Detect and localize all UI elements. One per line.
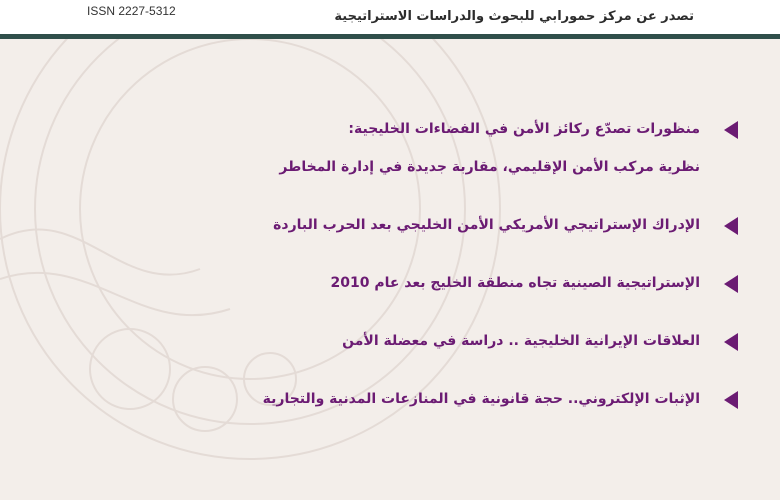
list-item xyxy=(18,206,738,244)
publisher-line: تصدر عن مركز حمورابي للبحوث والدراسات الاستراتيجية xyxy=(334,9,694,24)
list-item xyxy=(18,264,738,302)
triangle-bullet-icon xyxy=(724,217,738,235)
item-title-line-1: منظورات تصدّع ركائز الأمن في الفضاءات الخليجية: xyxy=(348,121,700,137)
item-title: العلاقات الإيرانية الخليجية .. دراسة في معضلة الأمن xyxy=(342,333,700,349)
item-title: الإستراتيجية الصينية تجاه منطقة الخليج بعد عام 2010 xyxy=(330,275,700,291)
journal-header xyxy=(0,0,780,34)
issn-number: ISSN 2227-5312 xyxy=(87,4,176,18)
triangle-bullet-icon xyxy=(724,275,738,293)
contents-list xyxy=(18,110,738,438)
item-title: الإثبات الإلكتروني.. حجة قانونية في المنازعات المدنية والتجارية xyxy=(262,391,700,407)
item-title: الإدراك الإستراتيجي الأمريكي الأمن الخليجي بعد الحرب الباردة xyxy=(273,217,700,233)
list-item xyxy=(18,322,738,360)
triangle-bullet-icon xyxy=(724,391,738,409)
list-item xyxy=(18,110,738,186)
triangle-bullet-icon xyxy=(724,333,738,351)
list-item xyxy=(18,380,738,418)
triangle-bullet-icon xyxy=(724,121,738,139)
item-title-line-2: نظرية مركب الأمن الإقليمي، مقاربة جديدة في إدارة المخاطر xyxy=(279,159,700,175)
